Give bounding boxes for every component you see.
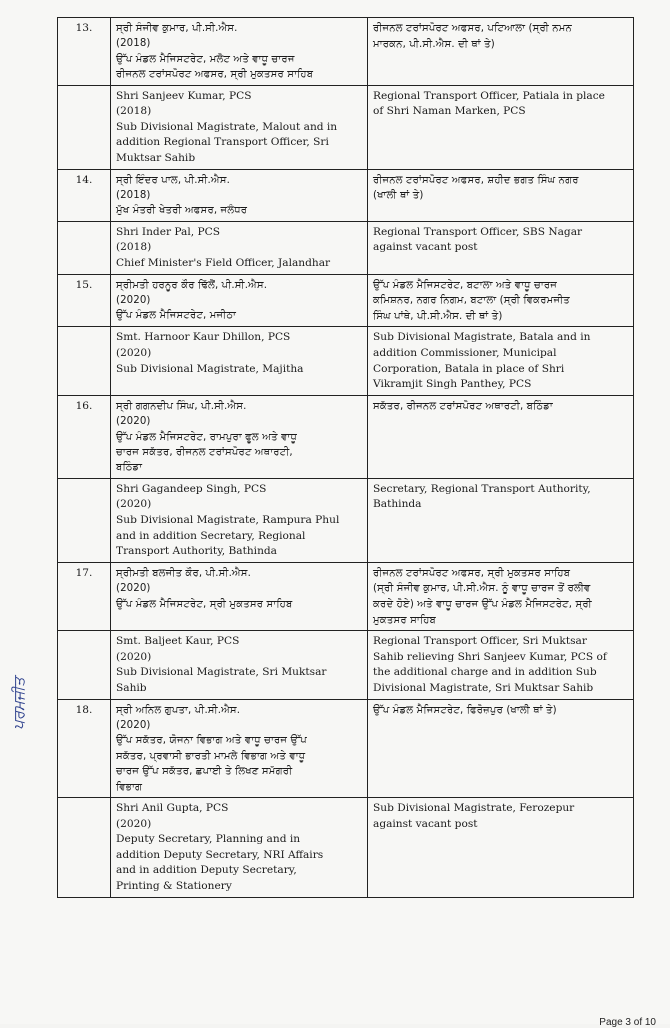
punjabi-new-posting	[368, 395, 634, 478]
text-line: ਸਕੱਤਰ, ਪ੍ਰਵਾਸੀ ਭਾਰਤੀ ਮਾਮਲੇ ਵਿਭਾਗ ਅਤੇ ਵਾਧੂ	[116, 750, 306, 762]
serial-number-continuation	[58, 797, 111, 897]
text-line: addition Regional Transport Officer, Sri	[116, 136, 329, 149]
text-line: (2020)	[116, 719, 151, 731]
text-line: Sahib relieving Shri Sanjeev Kumar, PCS of	[373, 650, 607, 663]
text-line: (2020)	[116, 295, 151, 306]
text-line: ਕਮਿਸ਼ਨਰ, ਨਗਰ ਨਿਗਮ, ਬਟਾਲਾ (ਸ੍ਰੀ ਵਿਕਰਮਜੀਤ	[373, 295, 570, 307]
table-row	[58, 327, 634, 395]
text-line: ਚਾਰਜ ਉੱਪ ਸਕੱਤਰ, ਛਪਾਈ ਤੇ ਲਿਖਣ ਸਮੱਗਰੀ	[116, 766, 293, 778]
text-line: Secretary, Regional Transport Authority,	[373, 482, 591, 495]
english-new-posting	[368, 631, 634, 699]
serial-number: 14.	[58, 169, 111, 221]
text-line: of Shri Naman Marken, PCS	[373, 105, 526, 118]
punjabi-current-posting	[111, 562, 368, 630]
text-line: Printing & Stationery	[116, 879, 232, 892]
transfer-orders-table	[57, 17, 634, 898]
english-current-posting	[111, 797, 368, 897]
text-line: Shri Inder Pal, PCS	[116, 225, 220, 238]
text-line: Divisional Magistrate, Sri Muktsar Sahib	[373, 681, 594, 694]
text-line: Regional Transport Officer, Patiala in place	[373, 89, 605, 102]
text-line: ਉੱਪ ਮੰਡਲ ਮੈਜਿਸਟਰੇਟ, ਮਲੋਟ ਅਤੇ ਵਾਧੂ ਚਾਰਜ	[116, 53, 295, 65]
text-line: ਮਾਰਕਨ, ਪੀ.ਸੀ.ਐਸ. ਦੀ ਥਾਂ ਤੇ)	[373, 38, 495, 50]
page-number: Page 3 of 10	[599, 1017, 656, 1028]
punjabi-current-posting	[111, 274, 368, 327]
text-line: Chief Minister's Field Officer, Jalandhar	[116, 257, 331, 269]
text-line: Bathinda	[373, 498, 422, 511]
text-line: ਮੁੱਖ ਮੰਤਰੀ ਖੇਤਰੀ ਅਫਸਰ, ਜਲੰਧਰ	[116, 205, 248, 217]
english-new-posting	[368, 797, 634, 897]
text-line: ਕਰਦੇ ਹੋਏ) ਅਤੇ ਵਾਧੂ ਚਾਰਜ ਉੱਪ ਮੰਡਲ ਮੈਜਿਸਟਰੇਟ, ਸ੍ਰੀ	[373, 598, 592, 610]
text-line: ਸ੍ਰੀ ਇੰਦਰ ਪਾਲ, ਪੀ.ਸੀ.ਐਸ.	[116, 174, 230, 186]
english-new-posting	[368, 327, 634, 395]
text-line: Corporation, Batala in place of Shri	[373, 362, 565, 375]
table-row	[58, 478, 634, 562]
text-line: Regional Transport Officer, Sri Muktsar	[373, 635, 587, 648]
punjabi-new-posting	[368, 274, 634, 327]
text-line: ਰੀਜਨਲ ਟਰਾਂਸਪੋਰਟ ਅਫਸਰ, ਪਟਿਆਲਾ (ਸ੍ਰੀ ਨਮਨ	[373, 23, 573, 34]
english-current-posting	[111, 221, 368, 274]
punjabi-new-posting	[368, 169, 634, 221]
text-line: ਬਠਿੰਡਾ	[116, 462, 143, 474]
text-line: ਵਿਭਾਗ	[116, 781, 143, 793]
text-line: Sub Divisional Magistrate, Sri Muktsar	[116, 666, 327, 679]
table-row	[58, 18, 634, 86]
text-line: against vacant post	[373, 817, 478, 830]
text-line: Regional Transport Officer, SBS Nagar	[373, 225, 583, 238]
punjabi-new-posting	[368, 699, 634, 797]
text-line: ਉੱਪ ਮੰਡਲ ਮੈਜਿਸਟਰੇਟ, ਰਾਮਪੁਰਾ ਫੂਲ ਅਤੇ ਵਾਧੂ	[116, 431, 297, 443]
punjabi-current-posting	[111, 395, 368, 478]
text-line: ਰੀਜਨਲ ਟਰਾਂਸਪੋਰਟ ਅਫਸਰ, ਸ਼ਹੀਦ ਭਗਤ ਸਿੰਘ ਨਗਰ	[373, 174, 579, 186]
punjabi-current-posting	[111, 18, 368, 86]
punjabi-current-posting	[111, 169, 368, 221]
text-line: (2020)	[116, 817, 152, 830]
text-line: ਉੱਪ ਮੰਡਲ ਮੈਜਿਸਟਰੇਟ, ਬਟਾਲਾ ਅਤੇ ਵਾਧੂ ਚਾਰਜ	[373, 279, 558, 291]
table-row	[58, 274, 634, 327]
text-line: Sub Divisional Magistrate, Malout and in	[116, 120, 338, 133]
serial-number: 15.	[58, 274, 111, 327]
table-row	[58, 85, 634, 169]
text-line: addition Deputy Secretary, NRI Affairs	[116, 848, 324, 861]
text-line: (2018)	[116, 105, 152, 118]
text-line: and in addition Secretary, Regional	[116, 529, 306, 542]
text-line: Smt. Harnoor Kaur Dhillon, PCS	[116, 331, 291, 344]
table-row	[58, 169, 634, 221]
text-line: (2020)	[116, 498, 152, 511]
text-line: Shri Sanjeev Kumar, PCS	[116, 89, 252, 102]
text-line: (2020)	[116, 416, 151, 428]
text-line: (2018)	[116, 38, 151, 50]
text-line: Sub Divisional Magistrate, Batala and in	[373, 331, 591, 344]
text-line: Sub Divisional Magistrate, Ferozepur	[373, 801, 575, 814]
table-row	[58, 395, 634, 478]
text-line: ਉੱਪ ਮੰਡਲ ਮੈਜਿਸਟਰੇਟ, ਸ੍ਰੀ ਮੁਕਤਸਰ ਸਾਹਿਬ	[116, 598, 293, 610]
text-line: ਸ੍ਰੀ ਸੰਜੀਵ ਕੁਮਾਰ, ਪੀ.ਸੀ.ਐਸ.	[116, 23, 238, 34]
serial-number-continuation	[58, 631, 111, 699]
punjabi-new-posting	[368, 18, 634, 86]
english-new-posting	[368, 221, 634, 274]
text-line: Sub Divisional Magistrate, Rampura Phul	[116, 513, 340, 526]
text-line: Vikramjit Singh Panthey, PCS	[373, 378, 532, 391]
text-line: Deputy Secretary, Planning and in	[116, 833, 301, 846]
text-line: ਸਿੰਘ ਪਾਂਥੇ, ਪੀ.ਸੀ.ਐਸ. ਦੀ ਥਾਂ ਤੇ)	[373, 310, 503, 322]
text-line: Shri Anil Gupta, PCS	[116, 801, 229, 814]
text-line: Sub Divisional Magistrate, Majitha	[116, 362, 304, 375]
text-line: (2018)	[116, 241, 152, 254]
serial-number: 17.	[58, 562, 111, 630]
text-line: Transport Authority, Bathinda	[116, 545, 277, 558]
text-line: the additional charge and in addition Sub	[373, 666, 597, 679]
text-line: Sahib	[116, 681, 147, 694]
table-row	[58, 631, 634, 699]
text-line: ਉੱਪ ਮੰਡਲ ਮੈਜਿਸਟਰੇਟ, ਮਜੀਠਾ	[116, 310, 237, 322]
serial-number: 13.	[58, 18, 111, 86]
text-line: ਸ੍ਰੀਮਤੀ ਬਲਜੀਤ ਕੌਰ, ਪੀ.ਸੀ.ਐਸ.	[116, 567, 251, 579]
text-line: Muktsar Sahib	[116, 152, 196, 164]
table-body	[58, 18, 634, 898]
text-line: ਚਾਰਜ ਸਕੱਤਰ, ਰੀਜਨਲ ਟਰਾਂਸਪੋਰਟ ਅਥਾਰਟੀ,	[116, 446, 293, 458]
text-line: ਸ੍ਰੀ ਗਗਨਦੀਪ ਸਿੰਘ, ਪੀ.ਸੀ.ਐਸ.	[116, 400, 247, 412]
text-line: ਮੁਕਤਸਰ ਸਾਹਿਬ	[373, 614, 437, 626]
text-line: ਰੀਜਨਲ ਟਰਾਂਸਪੋਰਟ ਅਫਸਰ, ਸ੍ਰੀ ਮੁਕਤਸਰ ਸਾਹਿਬ	[116, 69, 314, 81]
text-line: ਉੱਪ ਮੰਡਲ ਮੈਜਿਸਟਰੇਟ, ਫਿਰੋਜ਼ਪੁਰ (ਖਾਲੀ ਥਾਂ ਤੇ)	[373, 704, 557, 716]
text-line: ਸ੍ਰੀ ਅਨਿਲ ਗੁਪਤਾ, ਪੀ.ਸੀ.ਐਸ.	[116, 704, 241, 716]
text-line: (2020)	[116, 583, 151, 595]
english-current-posting	[111, 327, 368, 395]
table-row	[58, 221, 634, 274]
english-current-posting	[111, 85, 368, 169]
serial-number: 16.	[58, 395, 111, 478]
text-line: (2018)	[116, 190, 151, 201]
table-row	[58, 699, 634, 797]
english-new-posting	[368, 85, 634, 169]
text-line: (ਖਾਲੀ ਥਾਂ ਤੇ)	[373, 190, 424, 202]
text-line: against vacant post	[373, 241, 478, 254]
table-row	[58, 562, 634, 630]
punjabi-current-posting	[111, 699, 368, 797]
text-line: ਉੱਪ ਸਕੱਤਰ, ਯੋਜਨਾ ਵਿਭਾਗ ਅਤੇ ਵਾਧੂ ਚਾਰਜ ਉੱਪ	[116, 735, 307, 747]
serial-number-continuation	[58, 478, 111, 562]
text-line: (2020)	[116, 346, 152, 359]
handwritten-signature: ਪਰਮਜੀਤ	[10, 677, 28, 730]
english-new-posting	[368, 478, 634, 562]
text-line: Smt. Baljeet Kaur, PCS	[116, 635, 240, 648]
english-current-posting	[111, 478, 368, 562]
text-line: (2020)	[116, 650, 152, 663]
serial-number-continuation	[58, 327, 111, 395]
text-line: Shri Gagandeep Singh, PCS	[116, 482, 267, 495]
serial-number-continuation	[58, 221, 111, 274]
english-current-posting	[111, 631, 368, 699]
text-line: (ਸ੍ਰੀ ਸੰਜੀਵ ਕੁਮਾਰ, ਪੀ.ਸੀ.ਐਸ. ਨੂੰ ਵਾਧੂ ਚਾਰਜ ਤੋਂ ਰਲੀਵ	[373, 583, 591, 595]
serial-number-continuation	[58, 85, 111, 169]
serial-number: 18.	[58, 699, 111, 797]
text-line: ਸ੍ਰੀਮਤੀ ਹਰਨੂਰ ਕੌਰ ਢਿੱਲੋਂ, ਪੀ.ਸੀ.ਐਸ.	[116, 279, 268, 291]
table-row	[58, 797, 634, 897]
punjabi-new-posting	[368, 562, 634, 630]
text-line: addition Commissioner, Municipal	[373, 346, 557, 359]
text-line: ਸਕੱਤਰ, ਰੀਜਨਲ ਟਰਾਂਸਪੋਰਟ ਅਥਾਰਟੀ, ਬਠਿੰਡਾ	[373, 400, 553, 412]
text-line: and in addition Deputy Secretary,	[116, 864, 297, 877]
text-line: ਰੀਜਨਲ ਟਰਾਂਸਪੋਰਟ ਅਫਸਰ, ਸ੍ਰੀ ਮੁਕਤਸਰ ਸਾਹਿਬ	[373, 567, 571, 579]
